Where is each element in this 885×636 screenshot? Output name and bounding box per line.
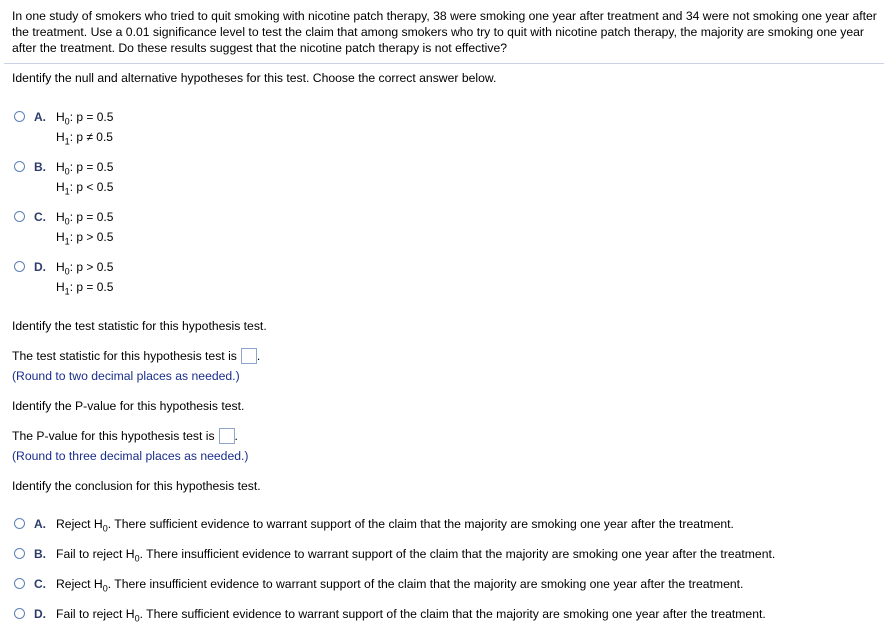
- radio-button[interactable]: [14, 518, 25, 529]
- alt-hypothesis: $H_1$: p < 0.5: [56, 180, 114, 197]
- alt-hypothesis: $H_1$: p > 0.5: [56, 230, 114, 247]
- test-statistic-line: The test statistic for this hypothesis test is .: [12, 349, 261, 363]
- option-letter: D.: [34, 260, 46, 274]
- option-letter: D.: [34, 607, 46, 621]
- p-value-line: The P-value for this hypothesis test is .: [12, 429, 238, 443]
- option-letter: C.: [34, 210, 46, 224]
- option-letter: A.: [34, 517, 46, 531]
- radio-button[interactable]: [14, 161, 25, 172]
- alt-hypothesis: $H_1$: p = 0.5: [56, 280, 114, 297]
- p-value-input[interactable]: [219, 428, 235, 444]
- rounding-hint: (Round to two decimal places as needed.): [12, 369, 240, 383]
- option-text: Reject $H_0$. There insufficient evidence to warrant support of the claim that the majority are smoking one year after the treatment.: [56, 577, 744, 594]
- p-value-label: The P-value for this hypothesis test is: [12, 429, 215, 443]
- alt-hypothesis: $H_1$: p ≠ 0.5: [56, 130, 113, 147]
- radio-button[interactable]: [14, 111, 25, 122]
- test-statistic-label: The test statistic for this hypothesis test is: [12, 349, 237, 363]
- option-text: Fail to reject $H_0$. There insufficient evidence to warrant support of the claim that the majority are smoking one year after the treatment.: [56, 547, 776, 564]
- q4-prompt: Identify the conclusion for this hypothesis test.: [12, 479, 261, 493]
- radio-button[interactable]: [14, 608, 25, 619]
- option-text: Reject $H_0$. There sufficient evidence to warrant support of the claim that the majority are smoking one year after the treatment.: [56, 517, 734, 534]
- q1-prompt: Identify the null and alternative hypotheses for this test. Choose the correct answer below.: [12, 71, 497, 85]
- option-text: Fail to reject $H_0$. There sufficient evidence to warrant support of the claim that the majority are smoking one year after the treatment.: [56, 607, 766, 624]
- null-hypothesis: $H_0$: p = 0.5: [56, 210, 114, 227]
- q3-prompt: Identify the P-value for this hypothesis test.: [12, 399, 245, 413]
- divider: [4, 63, 884, 64]
- rounding-hint: (Round to three decimal places as needed.): [12, 449, 249, 463]
- option-letter: A.: [34, 110, 46, 124]
- q2-prompt: Identify the test statistic for this hypothesis test.: [12, 319, 267, 333]
- radio-button[interactable]: [14, 211, 25, 222]
- option-letter: B.: [34, 160, 46, 174]
- option-letter: B.: [34, 547, 46, 561]
- option-letter: C.: [34, 577, 46, 591]
- null-hypothesis: $H_0$: p = 0.5: [56, 110, 114, 127]
- radio-button[interactable]: [14, 548, 25, 559]
- null-hypothesis: $H_0$: p = 0.5: [56, 160, 114, 177]
- radio-button[interactable]: [14, 261, 25, 272]
- test-statistic-input[interactable]: [241, 348, 257, 364]
- null-hypothesis: $H_0$: p > 0.5: [56, 260, 114, 277]
- problem-statement: In one study of smokers who tried to quit smoking with nicotine patch therapy, 38 were smoking one year after treatment and 34 were not smoking one year after the treatment. Use a 0.01 significance level to test the claim that among smokers who try to quit with nicotine patch therapy, the majority are smoking one year after the treatment. Do these results suggest that the nicotine patch therapy is not effective?: [12, 9, 877, 55]
- radio-button[interactable]: [14, 578, 25, 589]
